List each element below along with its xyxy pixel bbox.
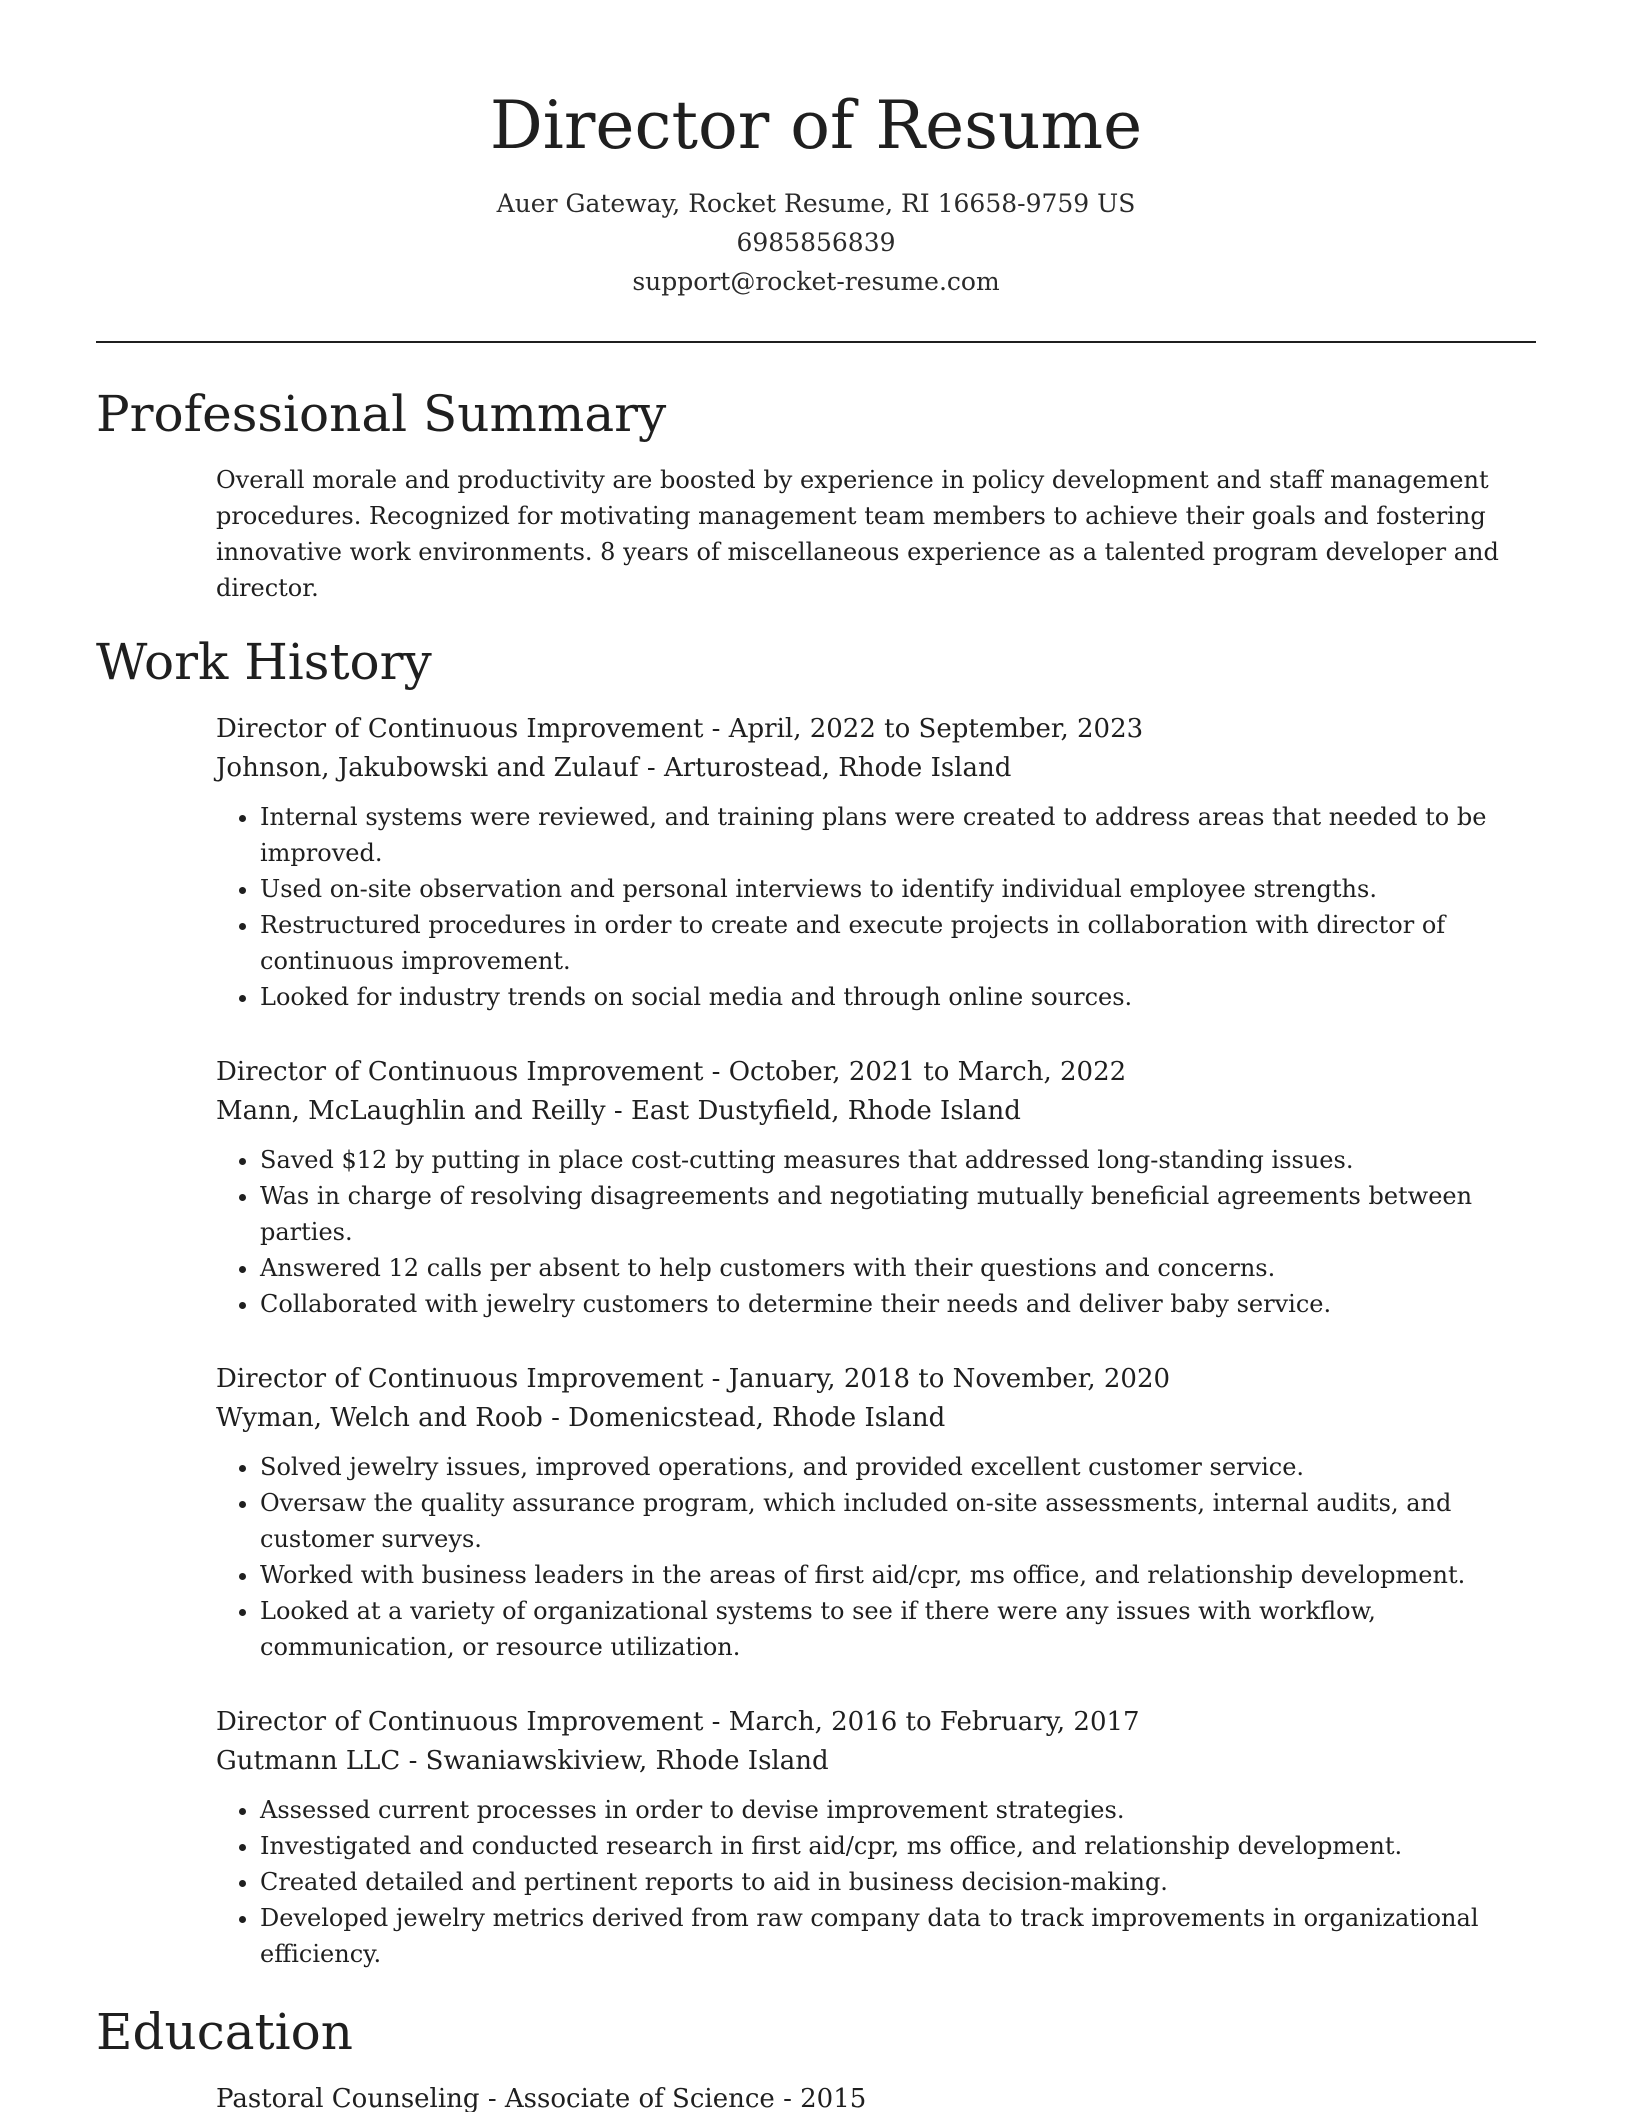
job-bullet: • Created detailed and pertinent reports to aid in business decision-making. (260, 1864, 1536, 1900)
job-company-line (216, 1399, 1536, 1438)
job-company-line (216, 1092, 1536, 1131)
job-role: Director of Continuous Improvement (216, 1364, 704, 1394)
job-bullet: • Used on-site observation and personal interviews to identify individual employee strengths. (260, 871, 1536, 907)
job-bullets (216, 1449, 1536, 1665)
candidate-name: Director of Resume (489, 87, 1143, 164)
job-bullet: • Worked with business leaders in the areas of first aid/cpr, ms office, and relationship development. (260, 1557, 1536, 1593)
job-company: Mann, McLaughlin and Reilly (216, 1096, 606, 1126)
job-title-line (216, 1703, 1536, 1742)
job-entry (216, 1703, 1536, 1972)
header-divider (96, 341, 1536, 343)
job-dates: January, 2018 to November, 2020 (728, 1364, 1171, 1394)
separator: - (638, 753, 664, 783)
phone: 6985856839 (736, 228, 896, 257)
job-location: Domenicstead, Rhode Island (568, 1403, 946, 1433)
address: Auer Gateway, Rocket Resume, RI 16658-9759 US (496, 189, 1136, 218)
job-company: Wyman, Welch and Roob (216, 1403, 543, 1433)
education-year: 2015 (800, 2084, 867, 2112)
job-bullet: • Looked for industry trends on social media and through online sources. (260, 979, 1536, 1015)
job-bullet: • Oversaw the quality assurance program, which included on-site assessments, internal audits, and customer surveys. (260, 1485, 1536, 1557)
job-title-line (216, 1053, 1536, 1092)
job-company-line (216, 749, 1536, 788)
job-bullet: • Developed jewelry metrics derived from raw company data to track improvements in organizational efficiency. (260, 1900, 1536, 1972)
separator: - (703, 1364, 729, 1394)
job-company: Gutmann LLC (216, 1746, 401, 1776)
job-dates: March, 2016 to February, 2017 (728, 1707, 1140, 1737)
separator: - (703, 714, 729, 744)
contact-info (0, 184, 1632, 301)
education-field: Pastoral Counseling (216, 2084, 480, 2112)
job-title-line (216, 1360, 1536, 1399)
job-bullet: • Saved $12 by putting in place cost-cutting measures that addressed long-standing issues. (260, 1142, 1536, 1178)
job-role: Director of Continuous Improvement (216, 1707, 704, 1737)
summary-heading: Professional Summary (96, 385, 667, 443)
job-role: Director of Continuous Improvement (216, 714, 704, 744)
job-entry (216, 1360, 1536, 1665)
separator: - (703, 1707, 729, 1737)
job-dates: April, 2022 to September, 2023 (728, 714, 1144, 744)
email: support@rocket-resume.com (632, 267, 1000, 296)
job-bullet: • Collaborated with jewelry customers to determine their needs and deliver baby service. (260, 1286, 1536, 1322)
education-degree: Associate of Science (504, 2084, 775, 2112)
job-dates: October, 2021 to March, 2022 (728, 1057, 1127, 1087)
separator: - (400, 1746, 426, 1776)
job-bullets (216, 1792, 1536, 1972)
separator: - (479, 2084, 505, 2112)
job-bullet: • Restructured procedures in order to create and execute projects in collaboration with director of continuous improvement. (260, 907, 1536, 979)
job-location: Arturostead, Rhode Island (663, 753, 1012, 783)
job-bullets (216, 1142, 1536, 1322)
separator: - (542, 1403, 569, 1433)
job-title-line (216, 710, 1536, 749)
job-bullet: • Was in charge of resolving disagreements and negotiating mutually beneficial agreements between parties. (260, 1178, 1536, 1250)
job-bullet: • Answered 12 calls per absent to help customers with their questions and concerns. (260, 1250, 1536, 1286)
separator: - (605, 1096, 631, 1126)
job-company-line (216, 1742, 1536, 1781)
job-company: Johnson, Jakubowski and Zulauf (216, 753, 639, 783)
job-location: East Dustyfield, Rhode Island (630, 1096, 1021, 1126)
education-entry (216, 2080, 1536, 2112)
job-bullet: • Internal systems were reviewed, and training plans were created to address areas that needed to be improved. (260, 799, 1536, 871)
job-bullet: • Looked at a variety of organizational systems to see if there were any issues with workflow, communication, or resource utilization. (260, 1593, 1536, 1665)
summary-text: Overall morale and productivity are boosted by experience in policy development and staff management procedures. Recognized for motivating management team members to achieve their goals and fostering innovative work environments. 8 years of miscellaneous experience as a talented program developer and director. (216, 466, 1499, 602)
job-bullets (216, 799, 1536, 1015)
job-bullet: • Solved jewelry issues, improved operations, and provided excellent customer service. (260, 1449, 1536, 1485)
education-heading: Education (96, 2003, 353, 2061)
resume-header (0, 84, 1632, 301)
job-location: Swaniawskiview, Rhode Island (425, 1746, 829, 1776)
job-bullet: • Investigated and conducted research in first aid/cpr, ms office, and relationship development. (260, 1828, 1536, 1864)
work-history-heading: Work History (96, 633, 432, 691)
job-entry (216, 710, 1536, 1015)
job-entry (216, 1053, 1536, 1322)
job-bullet: • Assessed current processes in order to devise improvement strategies. (260, 1792, 1536, 1828)
job-role: Director of Continuous Improvement (216, 1057, 704, 1087)
separator: - (703, 1057, 729, 1087)
separator: - (774, 2084, 801, 2112)
